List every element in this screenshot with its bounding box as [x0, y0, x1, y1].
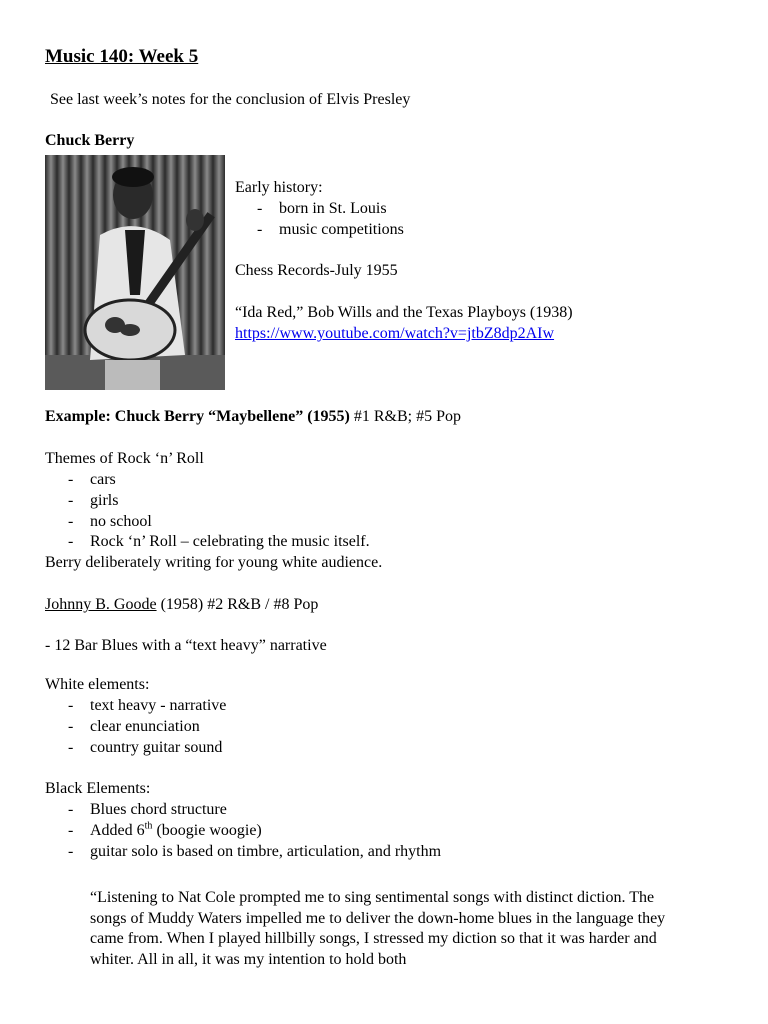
- artist-photo-icon: [45, 155, 225, 390]
- black-elements-list: [68, 800, 568, 862]
- list-item: - no school: [68, 512, 152, 530]
- early-history-list: [257, 199, 557, 241]
- list-item: - Rock ‘n’ Roll – celebrating the music itself.: [68, 533, 370, 551]
- example-line: [45, 407, 461, 428]
- themes-label: Themes of Rock ‘n’ Roll: [45, 450, 204, 467]
- list-item: - Blues chord structure: [68, 801, 227, 818]
- ida-red-text: “Ida Red,” Bob Wills and the Texas Playboys (1938): [235, 304, 573, 321]
- chess-records-text: Chess Records-July 1955: [235, 262, 398, 279]
- list-item: - music competitions: [257, 220, 404, 238]
- blues-line: - 12 Bar Blues with a “text heavy” narrative: [45, 637, 327, 654]
- artist-heading: Chuck Berry: [45, 132, 135, 149]
- list-item: - clear enunciation: [68, 717, 200, 735]
- early-history-label: Early history:: [235, 179, 323, 196]
- intro-text: See last week’s notes for the conclusion of Elvis Presley: [50, 91, 411, 108]
- themes-list: [68, 470, 488, 553]
- list-item: - text heavy - narrative: [68, 697, 227, 714]
- page-title: Music 140: Week 5: [45, 46, 199, 67]
- example-bold: Example: Chuck Berry “Maybellene” (1955): [45, 408, 350, 425]
- artist-photo: [45, 155, 225, 390]
- johnny-title: Johnny B. Goode: [45, 596, 157, 613]
- list-item: - Added 6th (boogie woogie): [68, 820, 262, 839]
- berry-quote: “Listening to Nat Cole prompted me to sing sentimental songs with distinct diction. The songs of Muddy Waters impelled me to deliver the down-home blues in the language they came from. When I played hillbilly songs, I stressed my diction so that it was harder and whiter. All in all, it was my intention to hold both: [90, 889, 666, 968]
- themes-note: Berry deliberately writing for young white audience.: [45, 554, 383, 571]
- list-item: - cars: [68, 471, 116, 488]
- list-item: - guitar solo is based on timbre, articulation, and rhythm: [68, 842, 442, 860]
- white-elements-label: White elements:: [45, 676, 150, 693]
- list-item: - country guitar sound: [68, 738, 223, 756]
- example-chart-info: #1 R&B; #5 Pop: [349, 408, 461, 425]
- white-elements-list: [68, 696, 468, 758]
- johnny-chart-info: (1958) #2 R&B / #8 Pop: [156, 596, 319, 613]
- youtube-link[interactable]: https://www.youtube.com/watch?v=jtbZ8dp2AIw: [235, 325, 555, 342]
- black-elements-label: Black Elements:: [45, 780, 151, 797]
- list-item: - born in St. Louis: [257, 200, 387, 217]
- johnny-line: [45, 595, 318, 616]
- list-item: - girls: [68, 491, 119, 509]
